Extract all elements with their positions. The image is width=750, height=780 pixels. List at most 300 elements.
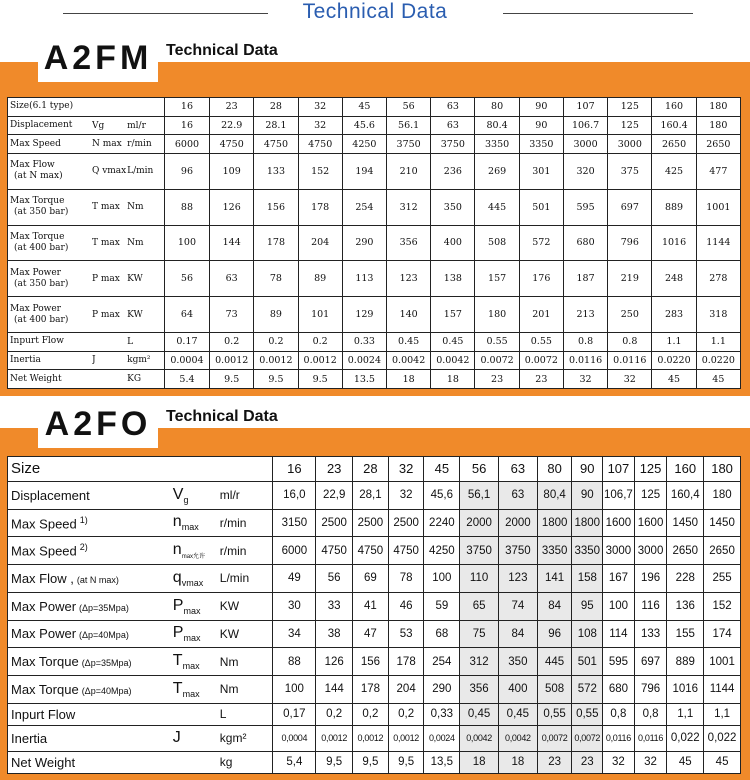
a2fm-value-cell: 889	[652, 189, 696, 225]
a2fm-value-cell: 350	[431, 189, 475, 225]
a2fm-size-cell: 107	[563, 98, 607, 117]
a2fo-row-label-text: Inertia	[11, 730, 48, 746]
a2fm-row-label-text: Max Power	[10, 267, 61, 278]
a2fm-value-cell: 63	[210, 261, 254, 297]
a2fo-symbol-main: J	[172, 729, 181, 747]
a2fm-value-cell: 123	[387, 261, 431, 297]
a2fm-value-cell: 89	[254, 297, 298, 333]
a2fo-value-cell: 84	[498, 620, 537, 648]
a2fo-row-label	[8, 751, 169, 773]
a2fo-value-cell: 47	[353, 620, 389, 648]
a2fm-value-cell: 9.5	[254, 370, 298, 389]
a2fm-value-cell: 125	[608, 116, 652, 135]
a2fo-value-cell: 1,1	[667, 703, 704, 725]
a2fm-value-cell: 0.8	[563, 332, 607, 351]
a2fm-value-cell: 160.4	[652, 116, 696, 135]
a2fo-value-cell: 0,0072	[537, 725, 572, 751]
a2fm-row-label	[8, 189, 92, 225]
a2fo-row-label-note: 1)	[79, 514, 88, 525]
a2fm-value-cell: 144	[210, 225, 254, 261]
a2fo-value-cell: 144	[316, 676, 353, 704]
a2fm-row-label-note: (at 400 bar)	[14, 314, 69, 325]
a2fm-value-cell: 0.0072	[519, 351, 563, 370]
a2fm-value-cell: 9.5	[298, 370, 342, 389]
a2fo-value-cell: 100	[273, 676, 316, 704]
a2fo-symbol-sub: max	[181, 522, 199, 533]
a2fm-value-cell: 320	[563, 154, 607, 190]
a2fm-value-cell: 152	[298, 154, 342, 190]
a2fo-value-cell: 160,4	[667, 481, 704, 509]
a2fm-value-cell: 0.0072	[475, 351, 519, 370]
a2fo-value-cell: 9,5	[353, 751, 389, 773]
a2fo-value-cell: 74	[498, 592, 537, 620]
a2fo-value-cell: 3750	[460, 537, 499, 565]
a2fm-row-label-text: Displacement	[10, 120, 73, 130]
a2fo-symbol-main: V	[172, 485, 184, 503]
a2fo-value-cell: 2000	[498, 509, 537, 537]
a2fo-size-cell: 16	[273, 457, 316, 482]
a2fm-value-cell: 4750	[210, 135, 254, 154]
a2fm-value-cell: 595	[563, 189, 607, 225]
a2fm-value-cell: 572	[519, 225, 563, 261]
a2fm-value-cell: 90	[519, 116, 563, 135]
a2fo-symbol-sub: max	[183, 633, 201, 644]
a2fo-value-cell: 508	[537, 676, 572, 704]
a2fo-size-cell: 125	[634, 457, 667, 482]
a2fo-value-cell: 796	[634, 676, 667, 704]
a2fm-value-cell: 219	[608, 261, 652, 297]
a2fo-symbol-main: P	[172, 624, 184, 642]
a2fm-row-label-text: Max Flow	[10, 160, 55, 171]
a2fm-value-cell: 425	[652, 154, 696, 190]
a2fo-row-label	[8, 725, 169, 751]
a2fm-value-cell: 18	[387, 370, 431, 389]
a2fo-row-label-text: Net Weight	[11, 754, 76, 770]
a2fo-value-cell: 136	[667, 592, 704, 620]
a2fm-value-cell: 45.6	[342, 116, 386, 135]
a2fo-size-cell: 45	[424, 457, 460, 482]
a2fo-row-symbol	[169, 481, 218, 509]
a2fo-value-cell: 156	[353, 648, 389, 676]
a2fo-value-cell: 56,1	[460, 481, 499, 509]
a2fo-size-cell: 63	[498, 457, 537, 482]
a2fm-value-cell: 1016	[652, 225, 696, 261]
a2fm-value-cell: 697	[608, 189, 652, 225]
a2fm-size-cell: 80	[475, 98, 519, 117]
a2fo-value-cell: 180	[704, 481, 741, 509]
a2fm-value-cell: 269	[475, 154, 519, 190]
a2fm-value-cell: 157	[475, 261, 519, 297]
a2fm-value-cell: 477	[696, 154, 740, 190]
a2fm-value-cell: 156	[254, 189, 298, 225]
a2fo-value-cell: 41	[353, 592, 389, 620]
a2fm-value-cell: 23	[519, 370, 563, 389]
a2fo-size-cell: 32	[388, 457, 424, 482]
a2fm-table-row	[8, 154, 741, 190]
a2fo-value-cell: 0,0116	[634, 725, 667, 751]
a2fo-value-cell: 889	[667, 648, 704, 676]
a2fm-value-cell: 0.55	[519, 332, 563, 351]
a2fm-row-symbol	[92, 332, 127, 351]
a2fm-size-cell: 160	[652, 98, 696, 117]
a2fm-value-cell: 45	[652, 370, 696, 389]
a2fm-row-label-text: Max Power	[10, 303, 61, 314]
a2fm-value-cell: 109	[210, 154, 254, 190]
a2fo-value-cell: 63	[498, 481, 537, 509]
a2fo-value-cell: 9,5	[316, 751, 353, 773]
a2fm-size-label: Size(6.1 type)	[8, 98, 165, 117]
a2fo-value-cell: 22,9	[316, 481, 353, 509]
a2fo-value-cell: 3350	[572, 537, 603, 565]
a2fo-value-cell: 116	[634, 592, 667, 620]
a2fm-row-label-note: (at 350 bar)	[14, 207, 69, 218]
a2fo-symbol-sub: max	[183, 605, 201, 616]
a2fo-row-label-note: (Δp=35Mpa)	[79, 602, 129, 613]
a2fm-value-cell: 0.45	[431, 332, 475, 351]
a2fo-value-cell: 0,45	[498, 703, 537, 725]
a2fm-value-cell: 318	[696, 297, 740, 333]
a2fm-value-cell: 73	[210, 297, 254, 333]
a2fo-value-cell: 178	[388, 648, 424, 676]
a2fo-value-cell: 45	[667, 751, 704, 773]
a2fm-row-symbol	[92, 370, 127, 389]
a2fo-value-cell: 3350	[537, 537, 572, 565]
a2fo-symbol-sub: max允许	[181, 554, 206, 561]
a2fo-row-symbol	[169, 676, 218, 704]
a2fo-row-symbol	[169, 751, 218, 773]
a2fo-value-cell: 23	[537, 751, 572, 773]
a2fo-row-unit: L/min	[218, 565, 273, 593]
a2fo-value-cell: 0,2	[388, 703, 424, 725]
a2fm-value-cell: 1.1	[696, 332, 740, 351]
a2fm-value-cell: 4750	[254, 135, 298, 154]
a2fo-value-cell: 2500	[316, 509, 353, 537]
a2fm-value-cell: 1.1	[652, 332, 696, 351]
a2fo-value-cell: 6000	[273, 537, 316, 565]
a2fo-row-symbol	[169, 592, 218, 620]
a2fm-model-title: A2FM	[38, 34, 158, 82]
a2fm-row-unit: L	[127, 332, 164, 351]
a2fo-symbol-main: P	[172, 596, 184, 614]
a2fm-value-cell: 133	[254, 154, 298, 190]
a2fo-value-cell: 0,0072	[572, 725, 603, 751]
a2fo-value-cell: 0,0024	[424, 725, 460, 751]
a2fm-value-cell: 63	[431, 116, 475, 135]
a2fo-value-cell: 2240	[424, 509, 460, 537]
a2fm-value-cell: 3750	[387, 135, 431, 154]
a2fo-table-row	[8, 703, 741, 725]
a2fo-value-cell: 23	[572, 751, 603, 773]
a2fm-value-cell: 248	[652, 261, 696, 297]
a2fo-row-unit: Nm	[218, 676, 273, 704]
a2fo-value-cell: 32	[634, 751, 667, 773]
a2fo-header-row	[8, 457, 741, 482]
a2fo-value-cell: 95	[572, 592, 603, 620]
a2fm-row-label	[8, 261, 92, 297]
a2fo-value-cell: 34	[273, 620, 316, 648]
a2fm-value-cell: 0.0004	[164, 351, 209, 370]
a2fo-size-cell: 107	[603, 457, 635, 482]
a2fm-row-symbol: Q vmax	[92, 154, 127, 190]
a2fm-value-cell: 0.2	[254, 332, 298, 351]
a2fo-value-cell: 3150	[273, 509, 316, 537]
a2fo-value-cell: 155	[667, 620, 704, 648]
a2fo-row-symbol	[169, 537, 218, 565]
a2fo-value-cell: 1,1	[704, 703, 741, 725]
a2fm-value-cell: 0.2	[210, 332, 254, 351]
a2fo-value-cell: 90	[572, 481, 603, 509]
a2fm-row-label	[8, 154, 92, 190]
a2fo-value-cell: 0,0042	[460, 725, 499, 751]
a2fm-row-symbol: Vg	[92, 116, 127, 135]
a2fo-value-cell: 4750	[353, 537, 389, 565]
a2fm-value-cell: 64	[164, 297, 209, 333]
a2fo-symbol-sub: max	[182, 661, 200, 672]
a2fm-value-cell: 1144	[696, 225, 740, 261]
a2fm-value-cell: 89	[298, 261, 342, 297]
a2fm-value-cell: 236	[431, 154, 475, 190]
a2fo-row-symbol	[169, 703, 218, 725]
a2fo-value-cell: 0,0004	[273, 725, 316, 751]
a2fm-value-cell: 0.45	[387, 332, 431, 351]
a2fo-value-cell: 28,1	[353, 481, 389, 509]
a2fm-size-cell: 28	[254, 98, 298, 117]
a2fm-size-cell: 45	[342, 98, 386, 117]
a2fm-header-row	[8, 98, 741, 117]
a2fo-value-cell: 88	[273, 648, 316, 676]
a2fo-table	[7, 456, 741, 774]
a2fm-value-cell: 0.0012	[210, 351, 254, 370]
a2fm-value-cell: 312	[387, 189, 431, 225]
a2fm-value-cell: 375	[608, 154, 652, 190]
a2fm-row-symbol: N max	[92, 135, 127, 154]
a2fm-value-cell: 278	[696, 261, 740, 297]
a2fo-value-cell: 0,0012	[388, 725, 424, 751]
a2fm-value-cell: 501	[519, 189, 563, 225]
a2fm-value-cell: 113	[342, 261, 386, 297]
a2fo-row-label-text: Displacement	[11, 487, 90, 503]
a2fo-value-cell: 2650	[667, 537, 704, 565]
a2fo-value-cell: 53	[388, 620, 424, 648]
a2fo-row-label-text: Max Power	[11, 626, 77, 642]
a2fo-symbol-sub: vmax	[181, 577, 204, 588]
a2fo-value-cell: 400	[498, 676, 537, 704]
a2fm-value-cell: 180	[475, 297, 519, 333]
a2fo-value-cell: 0,45	[460, 703, 499, 725]
a2fo-row-symbol	[169, 725, 218, 751]
a2fo-size-cell: 56	[460, 457, 499, 482]
a2fo-value-cell: 1800	[572, 509, 603, 537]
a2fm-table-row	[8, 116, 741, 135]
a2fm-value-cell: 106.7	[563, 116, 607, 135]
a2fo-row-unit: kgm²	[218, 725, 273, 751]
a2fm-value-cell: 508	[475, 225, 519, 261]
a2fm-value-cell: 3350	[519, 135, 563, 154]
a2fo-value-cell: 1800	[537, 509, 572, 537]
a2fo-value-cell: 30	[273, 592, 316, 620]
a2fo-value-cell: 33	[316, 592, 353, 620]
a2fo-row-label-text: Max Speed	[11, 516, 77, 532]
a2fo-value-cell: 4750	[316, 537, 353, 565]
a2fo-row-label-note: (Δp=35Mpa)	[81, 658, 132, 669]
a2fm-row-unit: Nm	[127, 189, 164, 225]
a2fo-row-symbol	[169, 565, 218, 593]
a2fm-value-cell: 445	[475, 189, 519, 225]
a2fm-size-cell: 63	[431, 98, 475, 117]
a2fo-symbol-main: n	[172, 541, 182, 559]
a2fo-value-cell: 356	[460, 676, 499, 704]
a2fo-row-label-text: Max Torque	[11, 654, 79, 670]
a2fo-row-label-note: (Δp=40Mpa)	[79, 630, 129, 641]
a2fo-value-cell: 290	[424, 676, 460, 704]
a2fo-row-symbol	[169, 509, 218, 537]
a2fm-size-cell: 56	[387, 98, 431, 117]
a2fo-value-cell: 32	[388, 481, 424, 509]
a2fm-value-cell: 0.0024	[342, 351, 386, 370]
a2fm-row-symbol: P max	[92, 261, 127, 297]
a2fm-value-cell: 4250	[342, 135, 386, 154]
a2fm-table-row	[8, 351, 741, 370]
a2fo-value-cell: 312	[460, 648, 499, 676]
a2fm-value-cell: 400	[431, 225, 475, 261]
a2fm-value-cell: 796	[608, 225, 652, 261]
a2fm-value-cell: 0.8	[608, 332, 652, 351]
a2fm-value-cell: 180	[696, 116, 740, 135]
a2fo-row-label	[8, 509, 169, 537]
a2fo-size-cell: 28	[353, 457, 389, 482]
a2fo-value-cell: 228	[667, 565, 704, 593]
a2fm-value-cell: 201	[519, 297, 563, 333]
a2fo-value-cell: 84	[537, 592, 572, 620]
a2fm-row-unit: Nm	[127, 225, 164, 261]
a2fo-row-unit: ml/r	[218, 481, 273, 509]
a2fm-table	[7, 97, 741, 389]
a2fm-row-label-text: Max Speed	[10, 138, 61, 149]
a2fo-value-cell: 45,6	[424, 481, 460, 509]
a2fm-value-cell: 9.5	[210, 370, 254, 389]
a2fo-value-cell: 18	[460, 751, 499, 773]
a2fm-row-unit: KG	[127, 370, 164, 389]
a2fo-value-cell: 0,022	[704, 725, 741, 751]
a2fm-row-unit: r/min	[127, 135, 164, 154]
a2fo-row-label-text: Max Torque	[11, 681, 79, 697]
a2fo-value-cell: 0,0012	[316, 725, 353, 751]
a2fm-value-cell: 32	[608, 370, 652, 389]
a2fm-value-cell: 0.0220	[652, 351, 696, 370]
a2fm-value-cell: 187	[563, 261, 607, 297]
a2fo-size-cell: 80	[537, 457, 572, 482]
a2fm-row-label	[8, 135, 92, 154]
a2fo-table-row	[8, 592, 741, 620]
a2fo-size-cell: 180	[704, 457, 741, 482]
title-rule-right	[503, 13, 693, 14]
a2fo-value-cell: 178	[353, 676, 389, 704]
a2fo-value-cell: 2650	[704, 537, 741, 565]
a2fm-value-cell: 32	[563, 370, 607, 389]
a2fo-row-unit: kg	[218, 751, 273, 773]
a2fo-value-cell: 1600	[603, 509, 635, 537]
a2fo-value-cell: 2500	[388, 509, 424, 537]
a2fm-value-cell: 32	[298, 116, 342, 135]
a2fo-row-label	[8, 481, 169, 509]
a2fm-value-cell: 0.0116	[563, 351, 607, 370]
a2fo-value-cell: 2000	[460, 509, 499, 537]
a2fo-value-cell: 13,5	[424, 751, 460, 773]
a2fm-table-row	[8, 225, 741, 261]
a2fo-value-cell: 133	[634, 620, 667, 648]
a2fo-value-cell: 108	[572, 620, 603, 648]
a2fo-value-cell: 4750	[388, 537, 424, 565]
a2fm-value-cell: 283	[652, 297, 696, 333]
a2fm-size-cell: 23	[210, 98, 254, 117]
a2fo-value-cell: 1144	[704, 676, 741, 704]
a2fo-value-cell: 56	[316, 565, 353, 593]
a2fo-value-cell: 501	[572, 648, 603, 676]
a2fo-value-cell: 0,022	[667, 725, 704, 751]
a2fo-value-cell: 0,0012	[353, 725, 389, 751]
a2fo-value-cell: 1450	[667, 509, 704, 537]
a2fo-row-symbol	[169, 620, 218, 648]
a2fo-row-label	[8, 620, 169, 648]
a2fo-value-cell: 0,2	[353, 703, 389, 725]
a2fo-value-cell: 46	[388, 592, 424, 620]
a2fo-row-unit: r/min	[218, 509, 273, 537]
a2fm-value-cell: 101	[298, 297, 342, 333]
a2fo-value-cell: 0,0042	[498, 725, 537, 751]
a2fm-value-cell: 0.0220	[696, 351, 740, 370]
a2fm-value-cell: 3750	[431, 135, 475, 154]
a2fo-value-cell: 680	[603, 676, 635, 704]
a2fm-table-row	[8, 189, 741, 225]
a2fo-row-unit: KW	[218, 620, 273, 648]
a2fo-value-cell: 59	[424, 592, 460, 620]
a2fo-value-cell: 80,4	[537, 481, 572, 509]
a2fm-row-label	[8, 297, 92, 333]
a2fm-size-cell: 16	[164, 98, 209, 117]
a2fm-value-cell: 2650	[652, 135, 696, 154]
a2fm-value-cell: 56	[164, 261, 209, 297]
a2fo-table-row	[8, 620, 741, 648]
a2fm-row-label-note: (at 400 bar)	[14, 242, 69, 253]
a2fm-value-cell: 680	[563, 225, 607, 261]
a2fm-value-cell: 0.33	[342, 332, 386, 351]
a2fo-value-cell: 141	[537, 565, 572, 593]
a2fo-row-label	[8, 537, 169, 565]
a2fo-size-cell: 160	[667, 457, 704, 482]
a2fm-row-label	[8, 351, 92, 370]
a2fo-row-unit: Nm	[218, 648, 273, 676]
a2fm-value-cell: 22.9	[210, 116, 254, 135]
a2fm-value-cell: 176	[519, 261, 563, 297]
a2fm-row-symbol: J	[92, 351, 127, 370]
a2fo-row-label-note: 2)	[79, 542, 88, 553]
a2fm-row-label	[8, 332, 92, 351]
a2fo-value-cell: 3750	[498, 537, 537, 565]
a2fm-row-label-note: (at N max)	[14, 171, 63, 182]
a2fo-value-cell: 697	[634, 648, 667, 676]
a2fm-value-cell: 16	[164, 116, 209, 135]
a2fm-value-cell: 129	[342, 297, 386, 333]
a2fm-value-cell: 1001	[696, 189, 740, 225]
a2fo-value-cell: 445	[537, 648, 572, 676]
a2fm-value-cell: 78	[254, 261, 298, 297]
a2fm-value-cell: 290	[342, 225, 386, 261]
a2fo-row-label-text: Inpurt Flow	[11, 706, 76, 722]
a2fo-value-cell: 2500	[353, 509, 389, 537]
a2fm-value-cell: 254	[342, 189, 386, 225]
a2fo-value-cell: 0,0116	[603, 725, 635, 751]
a2fo-symbol-main: T	[172, 652, 183, 670]
